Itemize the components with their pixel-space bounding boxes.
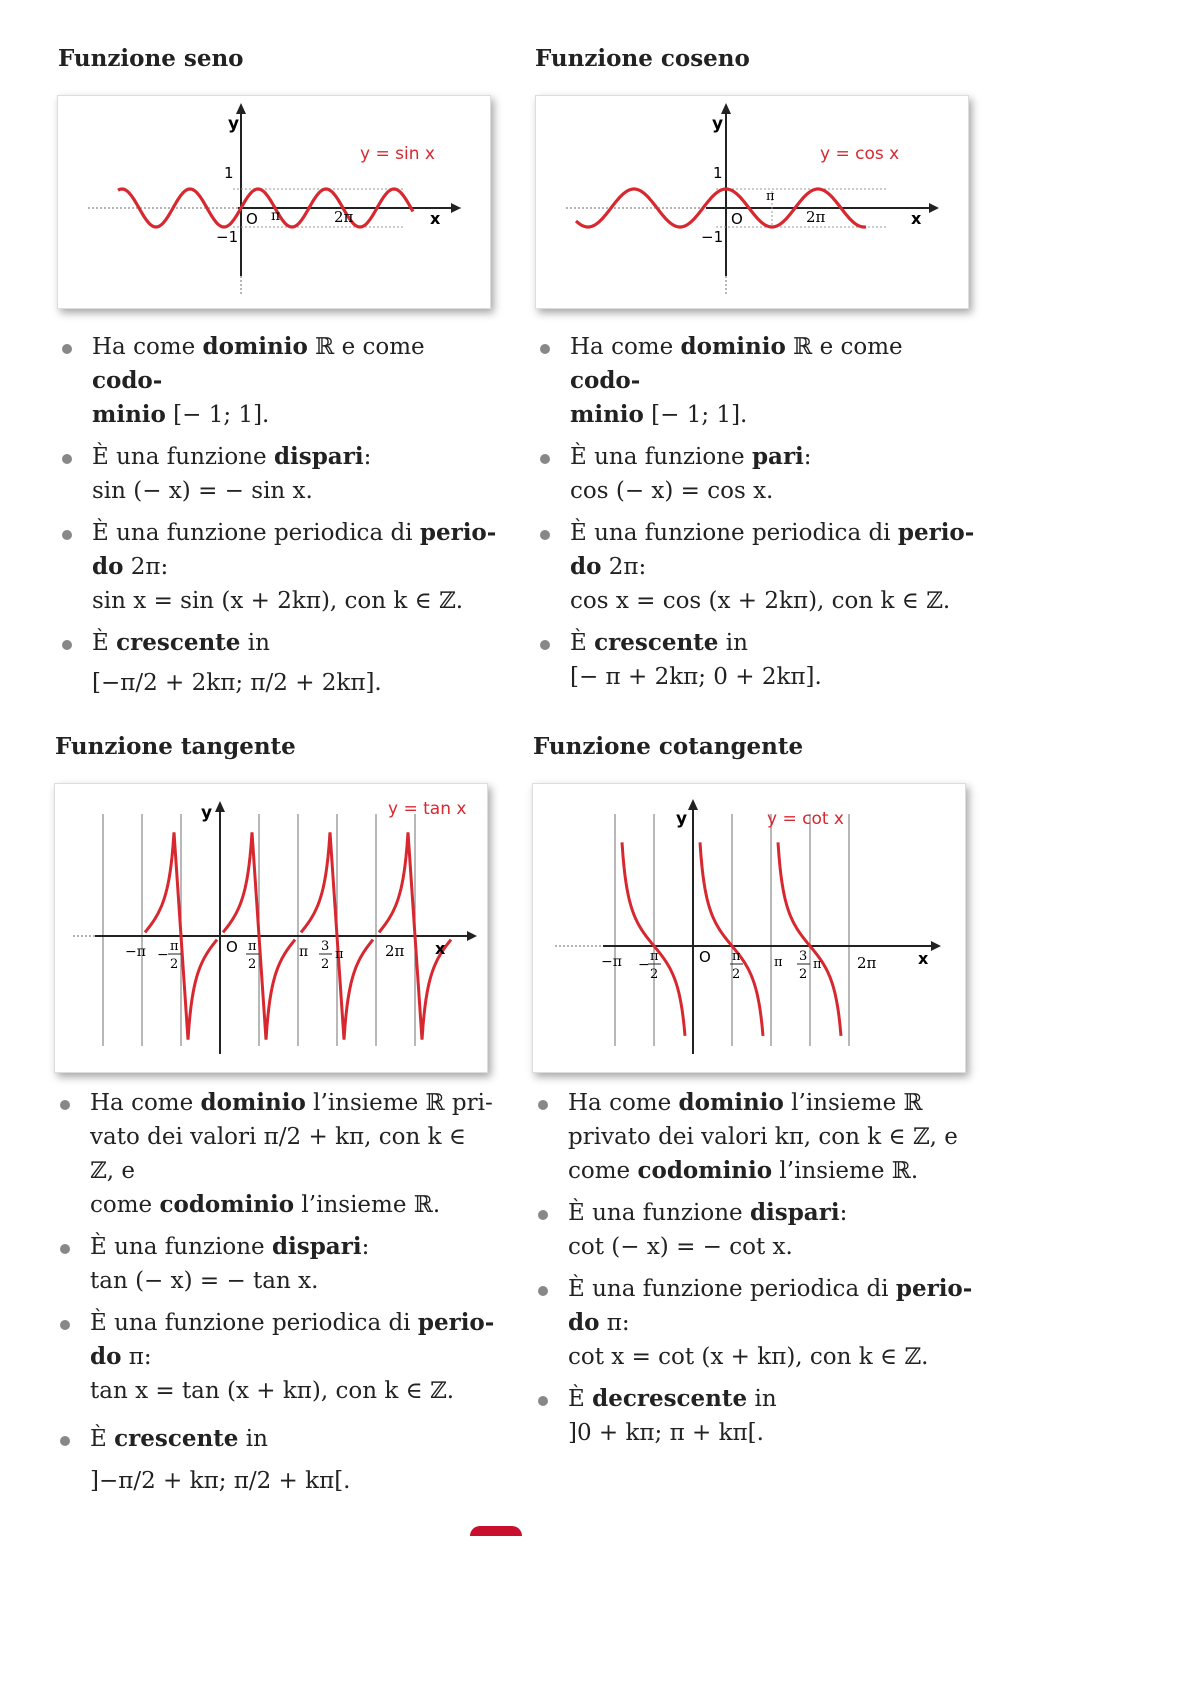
tan-tick-three-den: 2: [321, 957, 330, 972]
sin-tick-minus1: −1: [216, 228, 239, 246]
list-item: È crescente in [− π + 2kπ; 0 + 2kπ].: [536, 626, 976, 694]
cos-tick-2pi: 2π: [806, 208, 826, 226]
cot-tick-three: 3: [799, 949, 808, 964]
tan-y-label: y: [201, 803, 213, 823]
cot-x-arrow: [931, 941, 941, 951]
tan-func-label: y = tan x: [388, 799, 467, 819]
cot-y-arrow: [688, 799, 698, 810]
cot-asymptotes: [615, 814, 849, 1046]
cot-tick-2pi: 2π: [857, 954, 877, 972]
list-item: È crescente in ]−π/2 + kπ; π/2 + kπ[.: [56, 1422, 496, 1498]
cos-y-arrow: [721, 103, 731, 114]
tan-tick-2pi: 2π: [385, 942, 405, 960]
cos-x-arrow: [929, 203, 939, 213]
tan-tick-half-num: π: [248, 939, 257, 954]
sin-tick-pi: π: [271, 208, 281, 224]
cos-func-label: y = cos x: [820, 144, 900, 164]
cot-tick-minus-pi: −π: [601, 954, 622, 970]
cot-tick-half-den: 2: [732, 967, 741, 982]
sin-origin: O: [246, 210, 258, 228]
sin-tick-1: 1: [224, 164, 234, 182]
cot-tick-pi: π: [774, 955, 783, 970]
cos-section-title: Funzione coseno: [535, 45, 750, 72]
cot-tick-half-num: π: [732, 949, 741, 964]
cot-origin: O: [699, 948, 711, 966]
tan-graph: [54, 783, 488, 1073]
cot-tick-minus-half-num: π: [650, 949, 659, 964]
list-item: È una funzione dispari: cot (− x) = − cot x.: [534, 1196, 974, 1264]
tan-tick-half-den: 2: [248, 957, 257, 972]
cot-tick-three-pi: π: [813, 957, 822, 972]
cot-tick-three-den: 2: [799, 967, 808, 982]
tan-properties: [56, 1086, 496, 1506]
tan-origin: O: [226, 938, 238, 956]
sin-x-arrow: [451, 203, 461, 213]
svg-text:−: −: [638, 957, 650, 973]
cos-origin: O: [731, 210, 743, 228]
cot-x-label: x: [918, 949, 929, 968]
list-item: Ha come dominio l’insieme ℝ privato dei valori kπ, con k ∈ ℤ, e come codominio l’insieme ℝ.: [534, 1086, 974, 1188]
cos-tick-minus1: −1: [701, 228, 724, 246]
list-item: È una funzione pari: cos (− x) = cos x.: [536, 440, 976, 508]
svg-text:−: −: [157, 947, 169, 963]
cot-y-label: y: [676, 809, 688, 829]
cot-graph: [532, 783, 966, 1073]
cos-y-label: y: [712, 114, 724, 134]
sin-y-arrow: [236, 103, 246, 114]
sin-tick-2pi: 2π: [334, 208, 354, 226]
cos-x-label: x: [911, 209, 922, 228]
cos-tick-pi: π: [766, 189, 775, 204]
list-item: È decrescente in ]0 + kπ; π + kπ[.: [534, 1382, 974, 1450]
cot-properties: [534, 1086, 974, 1458]
list-item: È una funzione periodica di perio- do 2π: sin x = sin (x + 2kπ), con k ∈ ℤ.: [58, 516, 498, 618]
list-item: È una funzione dispari: sin (− x) = − sin x.: [58, 440, 498, 508]
list-item: È una funzione periodica di perio- do π: cot x = cot (x + kπ), con k ∈ ℤ.: [534, 1272, 974, 1374]
sin-section-title: Funzione seno: [58, 45, 244, 72]
cot-func-label: y = cot x: [767, 809, 844, 829]
sin-properties: [58, 330, 498, 708]
tan-x-arrow: [467, 931, 477, 941]
list-item: È una funzione periodica di perio- do π: tan x = tan (x + kπ), con k ∈ ℤ.: [56, 1306, 496, 1408]
cos-graph: [535, 95, 969, 309]
tan-tick-minus-half-num: π: [170, 939, 179, 954]
list-item: Ha come dominio ℝ e come codo- minio [− 1; 1].: [536, 330, 976, 432]
tan-tick-three: 3: [321, 939, 330, 954]
tan-y-arrow: [215, 801, 225, 812]
tan-section-title: Funzione tangente: [55, 733, 296, 760]
sin-func-label: y = sin x: [360, 144, 435, 164]
cot-section-title: Funzione cotangente: [533, 733, 804, 760]
tan-tick-three-pi: π: [335, 947, 344, 962]
tan-x-label: x: [435, 939, 446, 958]
cot-tick-minus-half-den: 2: [650, 967, 659, 982]
tan-tick-minus-half-den: 2: [170, 957, 179, 972]
cos-tick-1: 1: [713, 164, 723, 182]
list-item: È una funzione periodica di perio- do 2π: cos x = cos (x + 2kπ), con k ∈ ℤ.: [536, 516, 976, 618]
page-number-tab: [470, 1526, 522, 1536]
tan-tick-pi: π: [299, 944, 309, 960]
cos-properties: [536, 330, 976, 702]
list-item: Ha come dominio l’insieme ℝ pri- vato dei valori π/2 + kπ, con k ∈ ℤ, e come codominio l’insieme ℝ.: [56, 1086, 496, 1222]
tan-tick-minus-pi: −π: [125, 944, 146, 960]
list-item: È crescente in [−π/2 + 2kπ; π/2 + 2kπ].: [58, 626, 498, 700]
list-item: È una funzione dispari: tan (− x) = − tan x.: [56, 1230, 496, 1298]
sin-x-label: x: [430, 209, 441, 228]
list-item: Ha come dominio ℝ e come codo- minio [− 1; 1].: [58, 330, 498, 432]
sin-graph: [57, 95, 491, 309]
sin-y-label: y: [228, 114, 240, 134]
